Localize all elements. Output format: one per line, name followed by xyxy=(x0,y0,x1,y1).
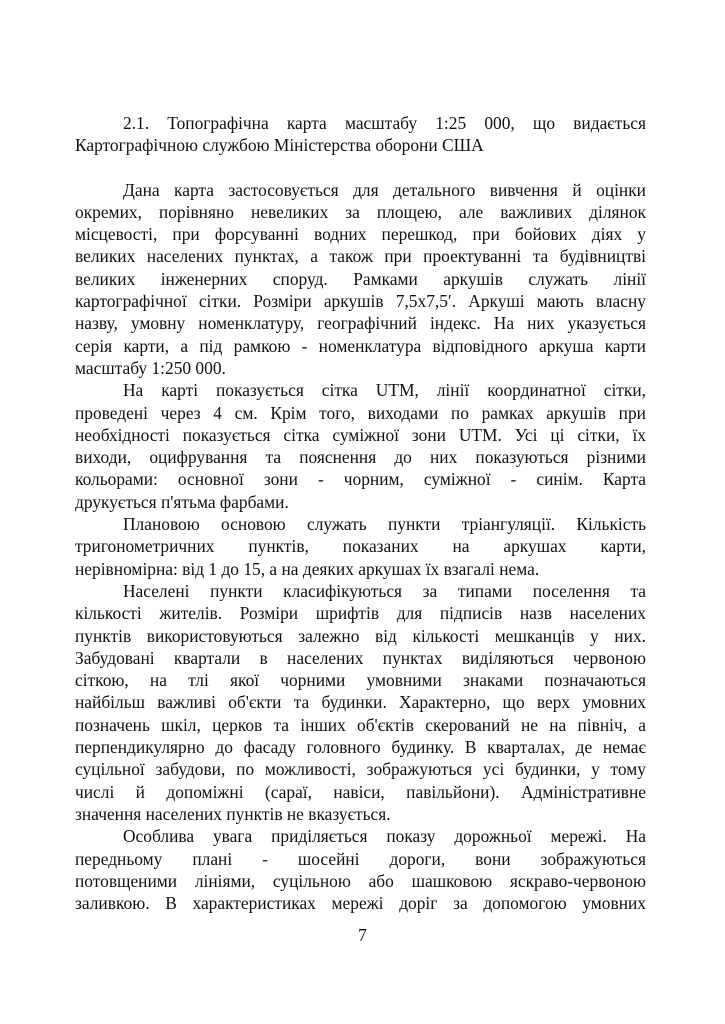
paragraph-line: окремих, порівняно невеликих за площею, але важливих ділянок xyxy=(75,201,646,222)
paragraph xyxy=(75,825,646,914)
paragraph-line: передньому плані - шосейні дороги, вони зображуються xyxy=(75,848,646,869)
paragraph-line: проведені через 4 см. Крім того, виходами по рамках аркушів при xyxy=(75,402,646,423)
paragraph-line: великих населених пунктах, а також при проектуванні та будівництві xyxy=(75,246,646,267)
paragraph-line: суцільної забудови, по можливості, зображуються усі будинки, у тому xyxy=(75,759,646,780)
paragraph-line: потовщеними лініями, суцільною або шашковою яскраво-червоною xyxy=(75,870,646,891)
paragraph-line: пунктів використовуються залежно від кількості мешканців у них. xyxy=(75,625,646,646)
paragraph xyxy=(75,379,646,513)
paragraph-line: серія карти, а під рамкою - номенклатура відповідного аркуша карти xyxy=(75,335,646,356)
paragraph-line: значення населених пунктів не вказується. xyxy=(75,803,391,824)
paragraph-line: Населені пункти класифікуються за типами поселення та xyxy=(123,580,646,601)
paragraphs xyxy=(75,179,646,915)
paragraph-line: Плановою основою служать пункти тріангуляції. Кількість xyxy=(123,514,646,535)
paragraph-line: сіткою, на тлі якої чорними умовними знаками позначаються xyxy=(75,670,646,691)
paragraph-line: Забудовані квартали в населених пунктах виділяються червоною xyxy=(75,647,646,668)
paragraph-line: масштабу 1:250 000. xyxy=(75,357,226,378)
paragraph-line: найбільш важливі об'єкти та будинки. Характерно, що верх умовних xyxy=(75,692,646,713)
text-body xyxy=(75,112,646,914)
heading-line: 2.1. Топографічна карта масштабу 1:25 000, що видається xyxy=(123,113,646,133)
paragraph-line: Особлива увага приділяється показу дорожньої мережі. На xyxy=(123,826,646,847)
paragraph-line: нерівномірна: від 1 до 15, а на деяких аркушах їх взагалі нема. xyxy=(75,558,540,579)
paragraph-line: числі й допоміжні (сараї, навіси, павільйони). Адміністративне xyxy=(75,781,646,802)
section-heading xyxy=(75,112,646,157)
paragraph-line: позначень шкіл, церков та інших об'єктів скерований не на північ, а xyxy=(75,714,646,735)
paragraph-line: друкується п'ятьма фарбами. xyxy=(75,491,289,512)
paragraph-line: назву, умовну номенклатуру, географічний індекс. На них указується xyxy=(75,313,646,334)
paragraph-line: великих інженерних споруд. Рамками аркушів служать лінії xyxy=(75,268,646,289)
paragraph-line: картографічної сітки. Розміри аркушів 7,5х7,5′. Аркуші мають власну xyxy=(75,291,646,312)
heading-line: Картографічною службою Міністерства оборони США xyxy=(75,135,484,156)
paragraph xyxy=(75,580,646,825)
paragraph-line: місцевості, при форсуванні водних перешкод, при бойових діях у xyxy=(75,224,646,245)
paragraph-line: кольорами: основної зони - чорним, суміжної - синім. Карта xyxy=(75,469,646,490)
paragraph-line: кількості жителів. Розміри шрифтів для підписів назв населених xyxy=(75,603,646,624)
paragraph-line: виходи, оцифрування та пояснення до них показуються різними xyxy=(75,447,646,468)
paragraph xyxy=(75,513,646,580)
paragraph-line: необхідності показується сітка суміжної зони UTM. Усі ці сітки, їх xyxy=(75,424,646,445)
paragraph-line: Дана карта застосовується для детального вивчення й оцінки xyxy=(123,179,646,200)
spacer xyxy=(75,157,646,179)
page-number: 7 xyxy=(358,925,367,945)
paragraph xyxy=(75,179,646,380)
paragraph-line: тригонометричних пунктів, показаних на аркушах карти, xyxy=(75,536,646,557)
paragraph-line: На карті показується сітка UTM, лінії координатної сітки, xyxy=(123,380,646,401)
paragraph-line: заливкою. В характеристиках мережі доріг за допомогою умовних xyxy=(75,893,646,914)
paragraph-line: перпендикулярно до фасаду головного будинку. В кварталах, де немає xyxy=(75,737,646,758)
